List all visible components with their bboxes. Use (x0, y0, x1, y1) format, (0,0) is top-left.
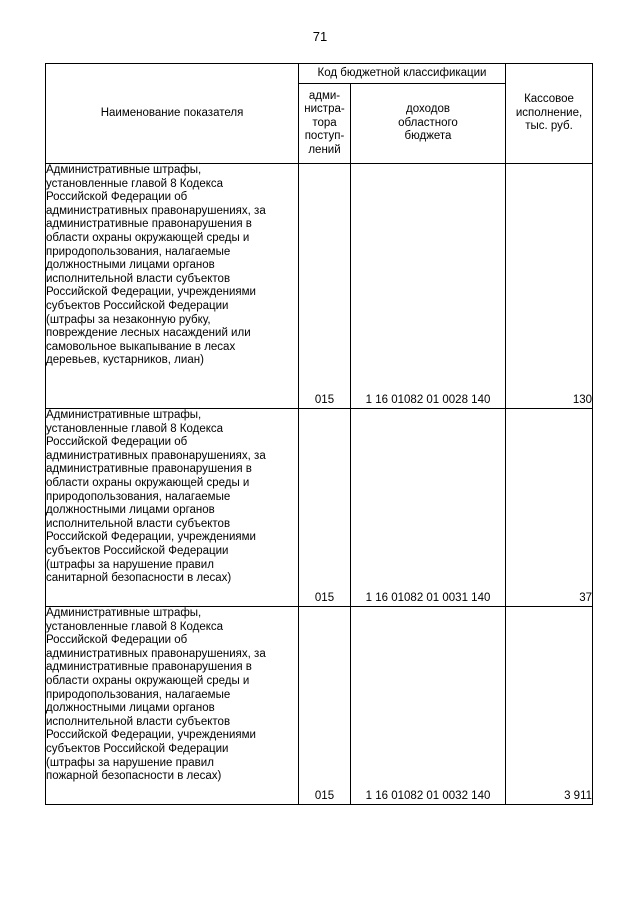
income-code-cell: 1 16 01082 01 0031 140 (351, 409, 506, 607)
indicator-name-text: Административные штрафы, установленные главой 8 Кодекса Российской Федерации об административных правонарушениях, за административные правонарушения в области охраны окружающей среды и природопользования, налагаемые должностными лицами органов исполнительной власти субъектов Российской Федерации, учреждениями субъектов Российской Федерации (штрафы за нарушение правил пожарной безопасности в лесах) (46, 607, 266, 783)
cash-execution-header (506, 64, 593, 164)
indicator-name-cell (46, 607, 299, 805)
cash-amount-cell: 3 911 (506, 607, 593, 805)
table-row (46, 164, 593, 409)
income-code-header (351, 84, 506, 164)
cash-amount-cell: 130 (506, 164, 593, 409)
indicator-name-header: Наименование показателя (46, 64, 299, 164)
admin-code-header-text: адми- нистра- тора поступ- лений (304, 89, 345, 156)
budget-table (45, 63, 593, 805)
admin-code-cell: 015 (299, 164, 351, 409)
cash-amount-cell: 37 (506, 409, 593, 607)
classification-group-header: Код бюджетной классификации (299, 64, 506, 84)
page-number: 71 (312, 29, 328, 44)
admin-code-cell: 015 (299, 409, 351, 607)
admin-code-header (299, 84, 351, 164)
table-row (46, 607, 593, 805)
indicator-name-cell (46, 164, 299, 409)
indicator-name-cell (46, 409, 299, 607)
header-row-top (46, 64, 593, 84)
cash-execution-header-text: Кассовое исполнение, тыс. руб. (515, 93, 583, 133)
income-code-cell: 1 16 01082 01 0028 140 (351, 164, 506, 409)
income-code-cell: 1 16 01082 01 0032 140 (351, 607, 506, 805)
indicator-name-text: Административные штрафы, установленные главой 8 Кодекса Российской Федерации об административных правонарушениях, за административные правонарушения в области охраны окружающей среды и природопользования, налагаемые должностными лицами органов исполнительной власти субъектов Российской Федерации, учреждениями субъектов Российской Федерации (штрафы за незаконную рубку, повреждение лесных насаждений или самовольное выкапывание в лесах деревьев, кустарников, лиан) (46, 164, 266, 367)
admin-code-cell: 015 (299, 607, 351, 805)
table-row (46, 409, 593, 607)
income-code-header-text: доходов областного бюджета (398, 103, 458, 143)
indicator-name-text: Административные штрафы, установленные главой 8 Кодекса Российской Федерации об административных правонарушениях, за административные правонарушения в области охраны окружающей среды и природопользования, налагаемые должностными лицами органов исполнительной власти субъектов Российской Федерации, учреждениями субъектов Российской Федерации (штрафы за нарушение правил санитарной безопасности в лесах) (46, 409, 266, 585)
